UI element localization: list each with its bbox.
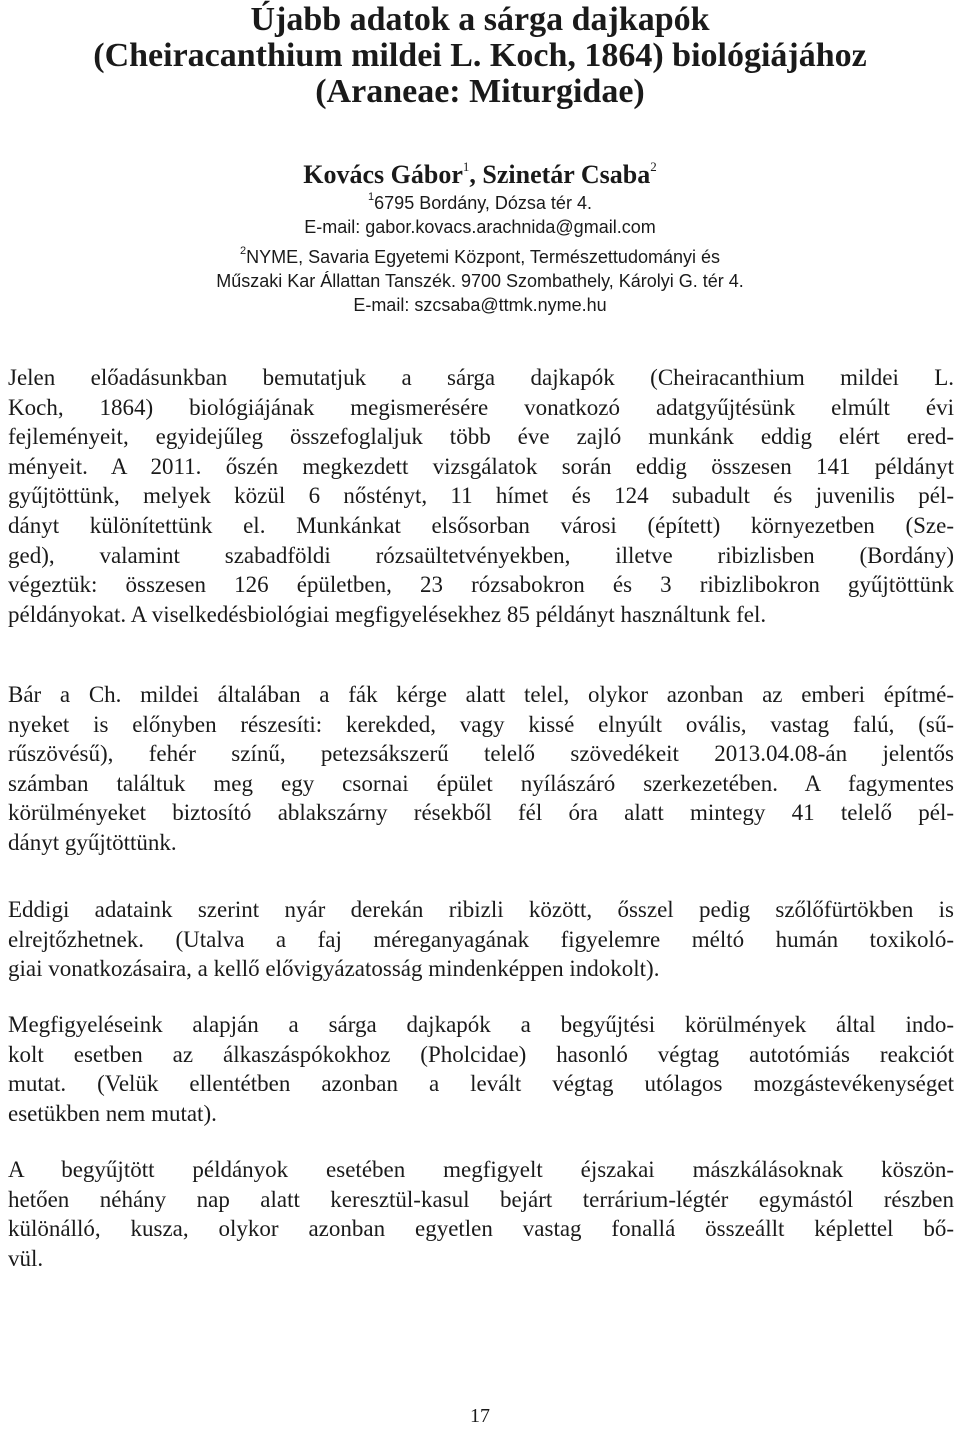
- paragraph-line: Megfigyeléseink alapján a sárga dajkapók a begyűjtési körülmények által indo-: [8, 1012, 954, 1037]
- paragraph-line: dányt gyűjtöttünk.: [8, 829, 177, 855]
- page-number: 17: [470, 1405, 490, 1427]
- paragraph-4: [8, 1010, 954, 1128]
- paragraph-line: ményeit. A 2011. őszén megkezdett vizsgálatok során eddig összesen 141 példányt: [8, 453, 954, 479]
- affiliation-1-address: $^1$6795 Bordány, Dózsa tér 4.: [368, 191, 592, 213]
- affiliation-2-email: E-mail: szcsaba@ttmk.nyme.hu: [353, 295, 607, 315]
- paragraph-line: számban találtuk meg egy csornai épület nyílászáró szerkezetében. A fagymentes: [8, 770, 954, 796]
- paragraph-line: Eddigi adataink szerint nyár derekán ribizli között, ősszel pedig szőlőfürtökben is: [8, 897, 954, 922]
- paper-title: [0, 2, 960, 110]
- paragraph-line: mutat. (Velük ellentétben azonban a levált végtag utólagos mozgástevékenységet: [8, 1071, 954, 1097]
- paragraph-line: fejleményeit, egyidejűleg összefoglaljuk több éve zajló munkánk eddig elért ered-: [8, 424, 954, 450]
- paragraph-line: giai vonatkozásaira, a kellő elővigyázatosság mindenképpen indokolt).: [8, 956, 660, 982]
- paragraph-line: példányokat. A viselkedésbiológiai megfigyelésekhez 85 példányt használtunk fel.: [8, 601, 767, 627]
- paragraph-2: [8, 680, 954, 858]
- author-1-name: Kovács Gábor: [303, 160, 463, 189]
- author-separator: ,: [469, 160, 483, 189]
- affiliation-1-email: E-mail: gabor.kovacs.arachnida@gmail.com: [304, 217, 656, 237]
- paragraph-line: kolt esetben az álkaszáspókokhoz (Pholcidae) hasonló végtag autotómiás reakciót: [8, 1041, 954, 1067]
- author-1-affiliation-mark: 1: [462, 159, 470, 174]
- paragraph-line: A begyűjtött példányok esetében megfigyelt éjszakai mászkálásoknak köszön-: [8, 1157, 954, 1182]
- paragraph-line: különálló, kusza, olykor azonban egyetlen vastag fonallá összeállt képlettel bő-: [8, 1216, 954, 1242]
- paragraph-line: végeztük: összesen 126 épületben, 23 rózsabokron és 3 ribizlibokron gyűjtöttünk: [8, 572, 954, 598]
- affiliation-2-institution: $^2$NYME, Savaria Egyetemi Központ, Természettudományi és: [239, 245, 720, 267]
- paragraph-line: dányt különítettünk el. Munkánkat elsősorban városi (épített) környezetben (Sze-: [8, 512, 954, 538]
- paragraph-line: nyeket is előnyben részesíti: kerekded, vagy kissé elnyúlt ovális, vastag falú, (sű-: [8, 711, 954, 737]
- affiliation-2-department: Műszaki Kar Állattan Tanszék. 9700 Szombathely, Károlyi G. tér 4.: [216, 271, 744, 291]
- paragraph-line: Koch, 1864) biológiájának megismerésére vonatkozó adatgyűjtésünk elmúlt évi: [8, 394, 954, 420]
- paragraph-line: vül.: [8, 1245, 44, 1271]
- affiliations: [0, 185, 960, 317]
- affiliation-1-mark: 1: [368, 191, 375, 203]
- paragraph-line: Jelen előadásunkban bemutatjuk a sárga dajkapók (Cheiracanthium mildei L.: [8, 365, 954, 390]
- paragraph-line: gyűjtöttünk, melyek közül 6 nőstényt, 11 hímet és 124 subadult és juvenilis pél-: [8, 483, 954, 509]
- title-line-1: Újabb adatok a sárga dajkapók: [250, 1, 710, 38]
- paragraph-line: rűszövésű), fehér színű, petezsákszerű telelő szövedékeit 2013.04.08-án jelentős: [8, 741, 954, 767]
- title-line-3: (Araneae: Miturgidae): [315, 73, 645, 110]
- author-2-name: Szinetár Csaba: [482, 160, 651, 189]
- title-line-2: (Cheiracanthium mildei L. Koch, 1864) biológiájához: [93, 37, 867, 74]
- paragraph-3: [8, 895, 954, 984]
- author-2-affiliation-mark: 2: [650, 159, 657, 174]
- paragraph-line: elrejtőzhetnek. (Utalva a faj méreganyagának figyelemre méltó humán toxikoló-: [8, 926, 954, 952]
- paragraph-line: Bár a Ch. mildei általában a fák kérge alatt telel, olykor azonban az emberi építmé-: [8, 682, 954, 707]
- paragraph-line: hetően néhány nap alatt keresztül-kasul bejárt terrárium-légtér egymástól részben: [8, 1186, 954, 1212]
- affiliation-2-mark: 2: [239, 245, 247, 257]
- paragraph-1: [8, 363, 954, 629]
- paragraph-5: [8, 1155, 954, 1273]
- paragraph-line: ged), valamint szabadföldi rózsaültetvényekben, illetve ribizlisben (Bordány): [8, 542, 954, 568]
- paragraph-line: esetükben nem mutat).: [8, 1100, 217, 1126]
- paragraph-line: körülményeket biztosító ablakszárny résekből fél óra alatt mintegy 41 telelő pél-: [8, 800, 954, 826]
